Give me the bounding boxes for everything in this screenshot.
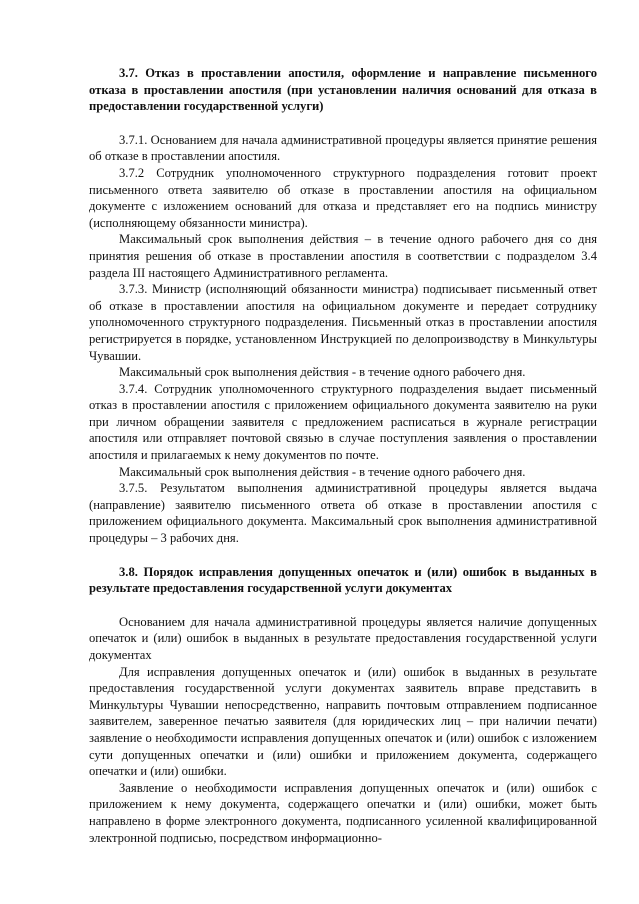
paragraph-3-7-4-deadline: Максимальный срок выполнения действия - в течение одного рабочего дня. [119, 464, 526, 479]
paragraph-3-7-3-deadline: Максимальный срок выполнения действия - в течение одного рабочего дня. [119, 365, 526, 380]
paragraph-3-7-4: 3.7.4. Сотрудник уполномоченного структурного подразделения выдает письменный отказ в проставлении апостиля с приложением официального документа заявителю на руки при личном обращении заявителя с предложением расписаться в журнале регистрации апостиля или отправляет почтовой связью в случае поступления заявления о проставлении апостиля и прилагаемых к нему документов по почте. [89, 381, 597, 463]
section-3-8-body [89, 614, 597, 846]
paragraph-3-8-electronic: Заявление о необходимости исправления допущенных опечаток и (или) ошибок с приложением к нему документа, содержащего опечатки и (или) ошибки, может быть направлено в форме электронного документа, подписанного усиленной квалифицированной электронной подписью, посредством информационно- [89, 780, 597, 845]
section-3-7-heading: 3.7. Отказ в проставлении апостиля, оформление и направление письменного отказа в проставлении апостиля (при установлении наличия оснований для отказа в предоставлении государственной услуги) [89, 66, 597, 114]
paragraph-3-7-5: 3.7.5. Результатом выполнения административной процедуры является выдача (направление) заявителю письменного ответа об отказе в проставлении апостиля с приложением официального документа. Максимальный срок выполнения административной процедуры – 3 рабочих дня. [89, 481, 597, 546]
section-3-7-body [89, 132, 597, 547]
paragraph-3-7-2: 3.7.2 Сотрудник уполномоченного структурного подразделения готовит проект письменного ответа заявителю об отказе в проставлении апостиля на официальном документе с изложением оснований для отказа и представляет его на подпись министру (исполняющему обязанности министра). [89, 165, 597, 230]
paragraph-3-8-correction: Для исправления допущенных опечаток и (или) ошибок в выданных в результате предоставления государственной услуги документах заявитель вправе представить в Минкультуры Чувашии непосредственно, направить почтовым отправлением подписанное заявителем, заверенное печатью заявителя (для юридических лиц – при наличии печати) заявление о необходимости исправления допущенных опечаток и (или) ошибок с изложением сути допущенных опечатки и (или) ошибки и приложением документа, содержащего опечатки и (или) ошибки. [89, 664, 597, 779]
paragraph-3-7-1: 3.7.1. Основанием для начала административной процедуры является принятие решения об отказе в проставлении апостиля. [89, 132, 597, 164]
paragraph-3-7-3: 3.7.3. Министр (исполняющий обязанности министра) подписывает письменный ответ об отказе в проставлении апостиля на официальном документе и передает сотруднику уполномоченного структурного подразделения. Письменный отказ в проставлении апостиля регистрируется в порядке, установленном Инструкцией по делопроизводству в Минкультуры Чувашии. [89, 282, 597, 363]
paragraph-3-7-2-deadline: Максимальный срок выполнения действия – в течение одного рабочего дня со дня принятия решения об отказе в проставлении апостиля в соответствии с подразделом 3.4 раздела III настоящего Административного регламента. [89, 232, 597, 280]
document-page [89, 65, 597, 846]
section-3-8-heading: 3.8. Порядок исправления допущенных опечаток и (или) ошибок в выданных в результате предоставления государственной услуги документах [89, 564, 597, 596]
paragraph-3-8-basis: Основанием для начала административной процедуры является наличие допущенных опечаток и (или) ошибок в выданных в результате предоставления государственной услуги документах [89, 614, 597, 662]
